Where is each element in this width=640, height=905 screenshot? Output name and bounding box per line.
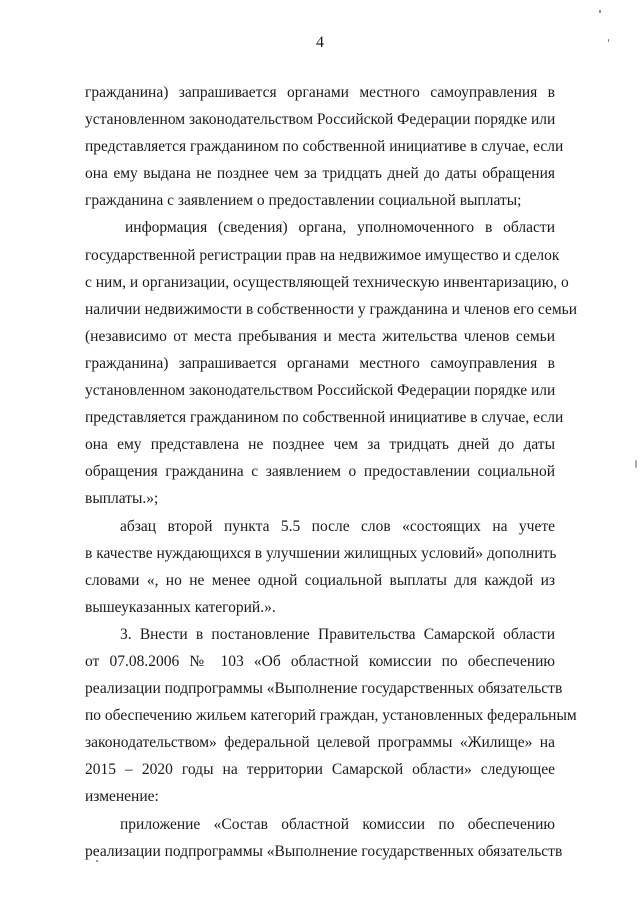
text-line: вышеуказанных категорий.».: [85, 598, 276, 616]
text-line: гражданина с заявлением о предоставлении социальной выплаты;: [85, 192, 522, 210]
text-line: обращения гражданина с заявлением о предоставлении социальной: [85, 463, 555, 481]
paragraph: [85, 214, 578, 512]
paragraph: [85, 621, 577, 811]
text-line: по обеспечению жильем категорий граждан, установленных федеральным: [85, 707, 577, 725]
text-line: реализации подпрограммы «Выполнение государственных обязательств: [85, 842, 563, 860]
text-line: она ему выдана не позднее чем за тридцать дней до даты обращения: [85, 165, 555, 183]
text-line: установленном законодательством Российской Федерации порядке или: [85, 382, 556, 400]
paragraph: [85, 513, 555, 621]
scan-speck: [96, 860, 98, 862]
text-line: с ним, и организации, осуществляющей техническую инвентаризацию, о: [85, 273, 569, 291]
text-line: выплаты.»;: [85, 490, 159, 508]
scan-speck: [608, 39, 609, 42]
scan-speck: [635, 460, 637, 468]
paragraph: [85, 79, 564, 214]
text-line: 2015 – 2020 годы на территории Самарской области» следующее: [85, 761, 555, 779]
text-line: информация (сведения) органа, уполномоченного в области: [125, 219, 555, 237]
document-text: [85, 79, 578, 865]
text-line: представляется гражданином по собственной инициативе в случае, если: [85, 409, 564, 427]
text-line: установленном законодательством Российской Федерации порядке или: [85, 111, 556, 129]
text-line: абзац второй пункта 5.5 после слов «состоящих на учете: [120, 517, 555, 535]
text-line: реализации подпрограммы «Выполнение государственных обязательств: [85, 680, 563, 698]
text-line: гражданина) запрашивается органами местного самоуправления в: [85, 84, 555, 101]
text-line: (независимо от места пребывания и места жительства членов семьи: [85, 327, 555, 345]
text-line: государственной регистрации прав на недвижимое имущество и сделок: [85, 246, 560, 264]
text-line: наличии недвижимости в собственности у гражданина и членов его семьи: [85, 300, 578, 318]
scan-speck: [599, 10, 601, 13]
text-line: она ему представлена не позднее чем за тридцать дней до даты: [85, 436, 555, 454]
text-line: от 07.08.2006 № 103 «Об областной комиссии по обеспечению: [85, 652, 555, 670]
text-line: в качестве нуждающихся в улучшении жилищных условий» дополнить: [85, 544, 557, 562]
text-line: приложение «Состав областной комиссии по обеспечению: [120, 815, 555, 833]
text-line: словами «, но не менее одной социальной выплаты для каждой из: [85, 571, 555, 589]
paragraph: [85, 811, 563, 865]
text-line: изменение:: [85, 788, 159, 806]
page-number: 4: [316, 34, 324, 51]
text-line: законодательством» федеральной целевой программы «Жилище» на: [85, 734, 555, 752]
text-line: гражданина) запрашивается органами местного самоуправления в: [85, 354, 555, 372]
text-line: 3. Внести в постановление Правительства Самарской области: [120, 625, 555, 643]
text-line: представляется гражданином по собственной инициативе в случае, если: [85, 138, 564, 156]
